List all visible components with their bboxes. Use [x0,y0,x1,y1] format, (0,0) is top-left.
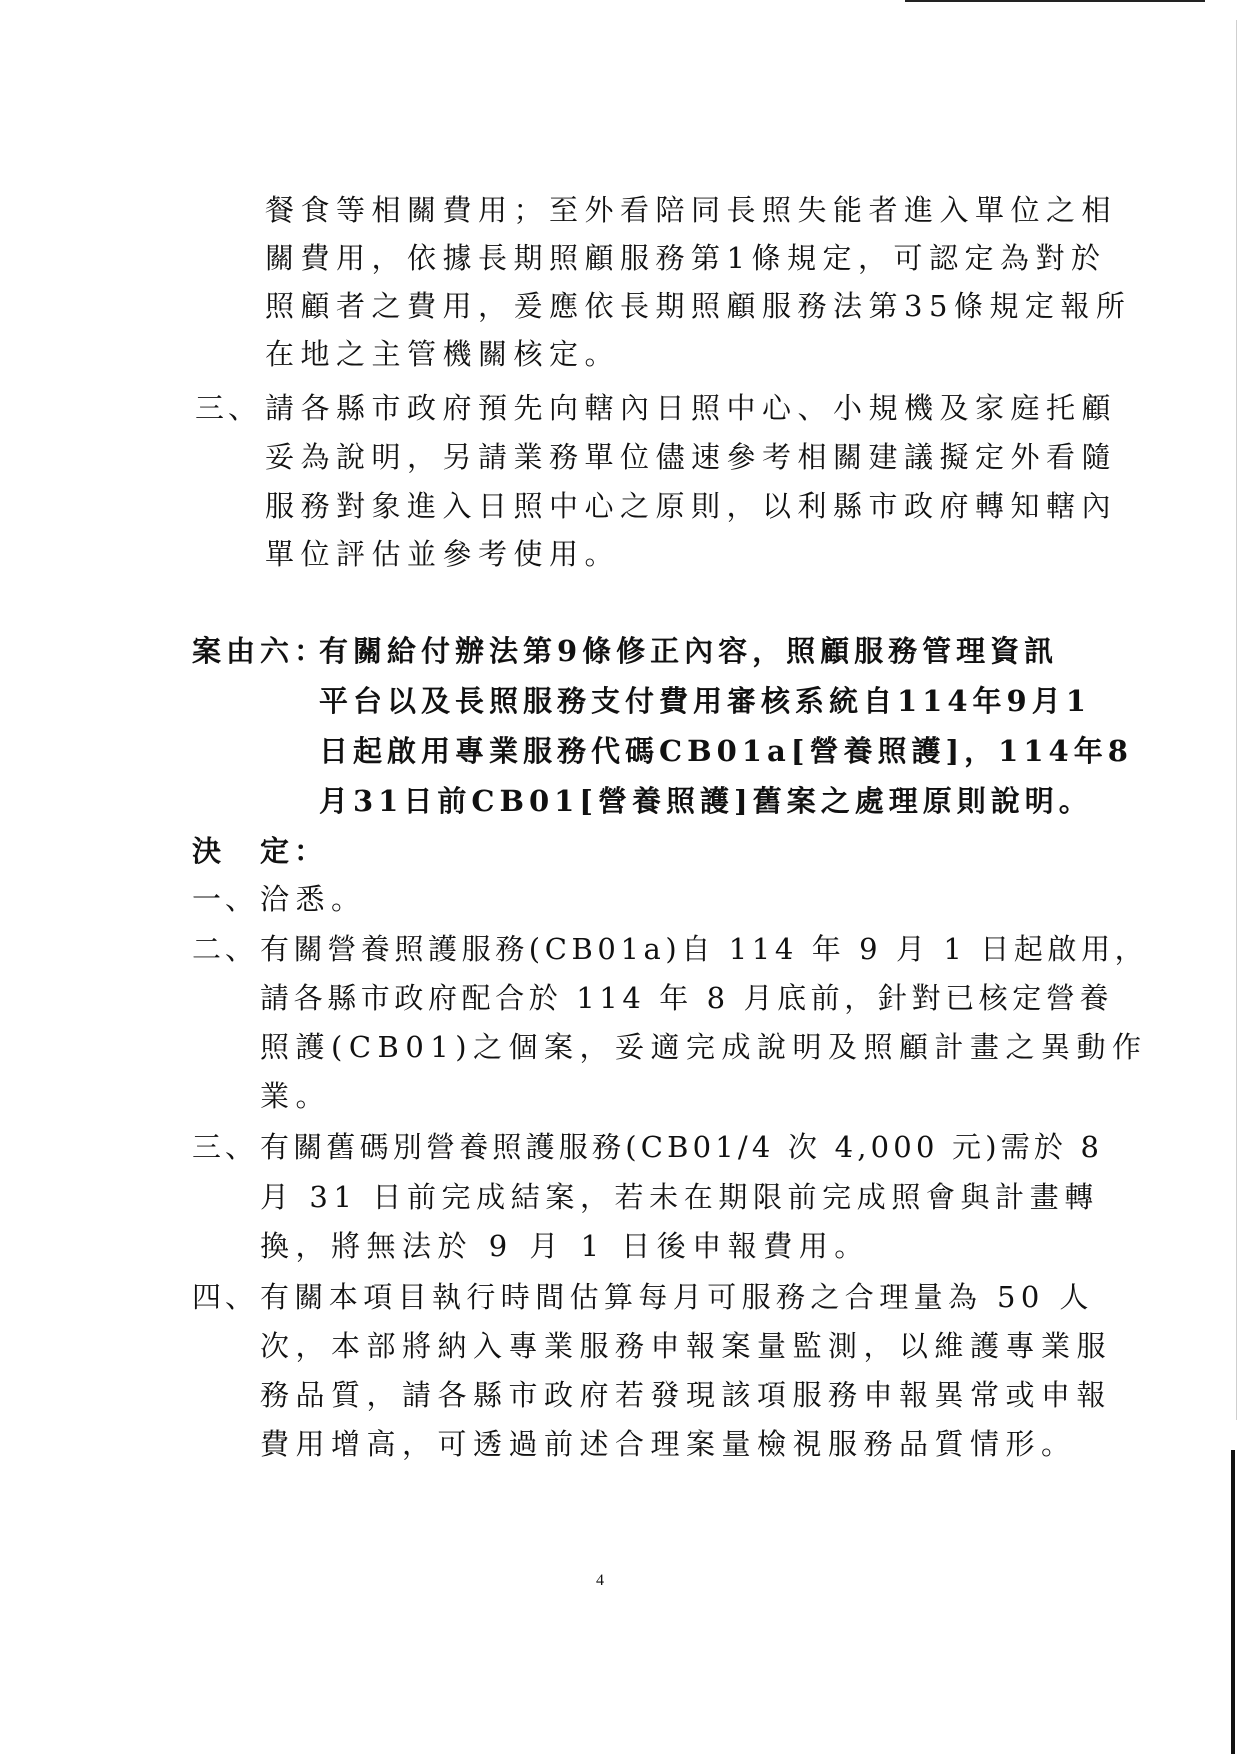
text-line: 有關營養照護服務(CB01a)自 114 年 9 月 1 日起啟用， [260,932,1149,966]
text-line: 換，將無法於 9 月 1 日後申報費用。 [260,1229,870,1263]
list-marker: 三、 [195,391,262,425]
list-marker: 三、 [192,1130,259,1164]
case-label: 案由六： [192,634,329,668]
text-line: 服務對象進入日照中心之原則，以利縣市政府轉知轄內 [265,489,1118,523]
text-line: 次，本部將納入專業服務申報案量監測，以維護專業服 [260,1329,1113,1363]
text-line: 關費用，依據長期照顧服務第1條規定，可認定為對於 [265,241,1107,275]
text-line: 請各縣市政府配合於 114 年 8 月底前，針對已核定營養 [260,981,1114,1015]
case-title-line: 平台以及長照服務支付費用審核系統自114年9月1 [319,684,1091,718]
page-number: 4 [596,1572,604,1589]
text-line: 妥為說明，另請業務單位儘速參考相關建議擬定外看隨 [265,440,1118,474]
decision-label: 決 定： [192,834,329,868]
text-line: 費用增高，可透過前述合理案量檢視服務品質情形。 [260,1427,1077,1461]
case-title-line: 有關給付辦法第9條修正內容，照顧服務管理資訊 [319,634,1059,668]
text-line: 有關本項目執行時間估算每月可服務之合理量為 50 人 [260,1280,1094,1314]
text-line: 洽悉。 [260,882,367,916]
text-line: 照顧者之費用，爰應依長期照顧服務法第35條規定報所 [265,289,1132,323]
list-marker: 二、 [192,932,259,966]
text-line: 務品質，請各縣市政府若發現該項服務申報異常或申報 [260,1378,1113,1412]
text-line: 業。 [260,1079,332,1113]
case-title-line: 日起啟用專業服務代碼CB01a[營養照護]，114年8 [319,734,1133,768]
text-line: 月 31 日前完成結案，若未在期限前完成照會與計畫轉 [260,1180,1099,1214]
text-line: 照護(CB01)之個案，妥適完成說明及照顧計畫之異動作 [260,1030,1148,1064]
list-marker: 四、 [192,1280,259,1314]
case-title-line: 月31日前CB01[營養照護]舊案之處理原則說明。 [319,784,1093,818]
list-marker: 一、 [192,882,259,916]
text-line: 在地之主管機關核定。 [265,337,621,371]
text-line: 單位評估並參考使用。 [265,537,621,571]
text-line: 請各縣市政府預先向轄內日照中心、小規機及家庭托顧 [265,391,1118,425]
text-line: 有關舊碼別營養照護服務(CB01/4 次 4,000 元)需於 8 [260,1130,1104,1164]
text-line: 餐食等相關費用；至外看陪同長照失能者進入單位之相 [265,193,1118,227]
